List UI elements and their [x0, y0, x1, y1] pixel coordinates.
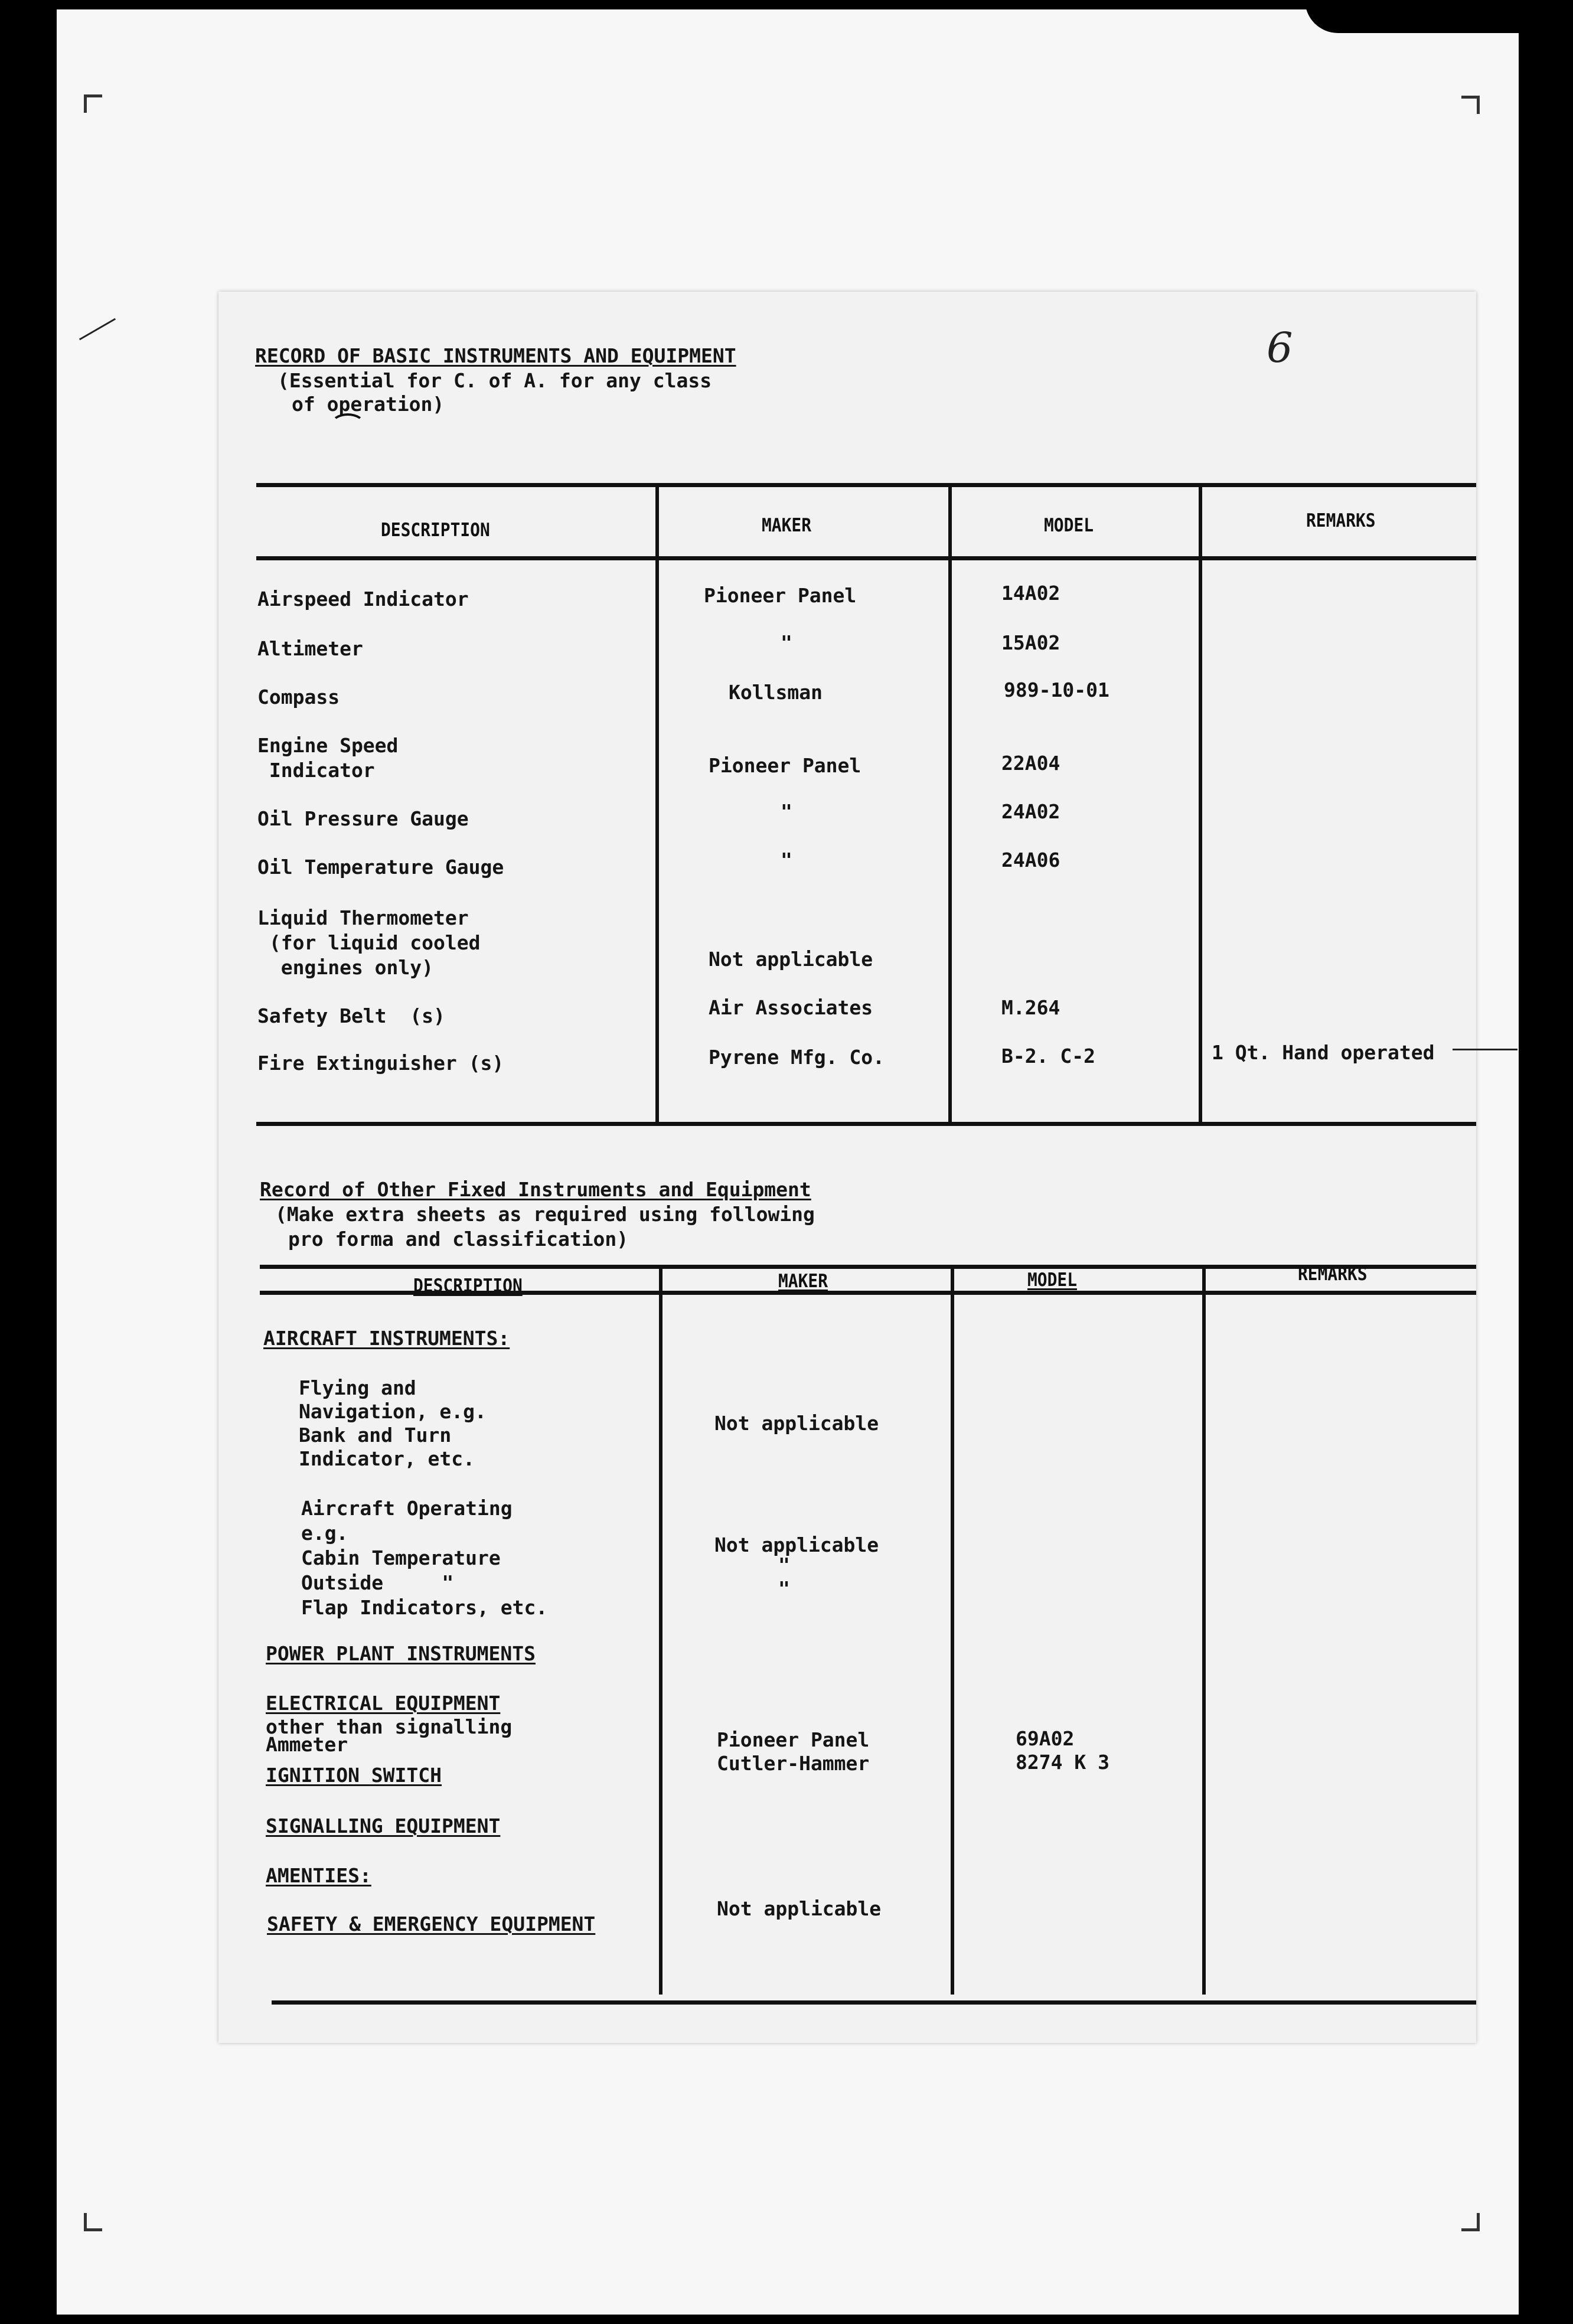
row-description: Safety Belt (s) [257, 1004, 445, 1027]
aircraft-instruments-heading: AIRCRAFT INSTRUMENTS: [263, 1327, 510, 1350]
row-description: Indicator [257, 759, 375, 782]
safety-maker: Not applicable [717, 1897, 882, 1920]
row-maker: " [781, 848, 792, 872]
row-maker: Air Associates [709, 996, 873, 1019]
power-plant-heading: POWER PLANT INSTRUMENTS [266, 1642, 536, 1665]
other-header-description: DESCRIPTION [413, 1275, 523, 1297]
basic-title: RECORD OF BASIC INSTRUMENTS AND EQUIPMENT [255, 344, 736, 367]
aircraft-operating-line: Cabin Temperature [301, 1546, 501, 1569]
basic-subtitle-line-2: of operation) [292, 393, 445, 416]
row-model: 24A06 [1001, 848, 1060, 872]
basic-subtitle-line-1: (Essential for C. of A. for any class [278, 369, 712, 392]
aircraft-operating-maker: Not applicable [714, 1533, 879, 1556]
basic-col-divider-3 [1199, 483, 1202, 1125]
row-description: Airspeed Indicator [257, 587, 469, 611]
row-maker: Pioneer Panel [709, 754, 861, 777]
basic-col-divider-1 [655, 483, 659, 1125]
other-header-remarks: REMARKS [1298, 1264, 1368, 1285]
row-model: 14A02 [1001, 582, 1060, 605]
flying-nav-line: Indicator, etc. [299, 1447, 475, 1470]
row-maker: Pyrene Mfg. Co. [709, 1046, 885, 1069]
row-maker: Not applicable [709, 948, 873, 971]
row-description: (for liquid cooled [257, 931, 481, 954]
basic-table-top-rule [256, 483, 1476, 487]
amenities-heading: AMENTIES: [266, 1864, 371, 1887]
row-description: Fire Extinguisher (s) [257, 1052, 504, 1075]
row-description: Oil Temperature Gauge [257, 856, 504, 879]
aircraft-operating-line: Aircraft Operating [301, 1497, 513, 1520]
ammeter-model: 69A02 [1016, 1727, 1075, 1750]
basic-table-bottom-rule [256, 1122, 1476, 1126]
crop-mark-bottom-right [1461, 2213, 1480, 2231]
other-table-bottom-rule [272, 2000, 1476, 2005]
page-number: 6 [1267, 324, 1293, 372]
row-remarks: 1 Qt. Hand operated [1212, 1041, 1435, 1064]
crop-mark-bottom-left [84, 2213, 102, 2231]
row-description: Compass [257, 686, 340, 709]
row-model: 22A04 [1001, 752, 1060, 775]
row-model: 24A02 [1001, 800, 1060, 823]
other-subtitle-line-1: (Make extra sheets as required using following [275, 1203, 815, 1226]
row-description: Liquid Thermometer [257, 906, 469, 929]
ink-scribble [331, 413, 365, 436]
basic-header-remarks: REMARKS [1306, 510, 1376, 531]
basic-table-header-rule [256, 556, 1476, 560]
other-col-divider-1 [659, 1265, 663, 1995]
row-model: M.264 [1001, 996, 1060, 1019]
crop-mark-top-right [1461, 96, 1480, 114]
film-edge-blot [1305, 0, 1573, 33]
aircraft-operating-line: e.g. [301, 1522, 348, 1545]
margin-pointer [1453, 1049, 1517, 1050]
ditto-mark: " [778, 1577, 790, 1600]
flying-nav-line: Flying and [299, 1376, 416, 1399]
basic-header-maker: MAKER [762, 515, 811, 536]
other-col-divider-2 [951, 1265, 954, 1995]
row-maker: " [781, 800, 792, 823]
row-description: engines only) [257, 956, 434, 979]
electrical-subheading: other than signalling [266, 1715, 513, 1738]
ammeter-label: Ammeter [266, 1733, 348, 1756]
basic-header-description: DESCRIPTION [381, 520, 490, 541]
other-header-maker: MAKER [778, 1271, 828, 1292]
safety-heading: SAFETY & EMERGENCY EQUIPMENT [267, 1912, 596, 1935]
basic-col-divider-2 [948, 483, 952, 1125]
ignition-model: 8274 K 3 [1016, 1751, 1109, 1774]
row-model: 989-10-01 [1004, 678, 1109, 701]
row-description: Altimeter [257, 637, 363, 660]
aircraft-operating-line: Flap Indicators, etc. [301, 1596, 548, 1619]
aircraft-operating-line: Outside " [301, 1571, 454, 1594]
other-subtitle-line-2: pro forma and classification) [288, 1228, 629, 1251]
electrical-heading: ELECTRICAL EQUIPMENT [266, 1692, 501, 1715]
row-maker: Pioneer Panel [704, 584, 857, 607]
row-description: Engine Speed [257, 734, 399, 757]
row-maker: " [781, 631, 792, 654]
row-model: 15A02 [1001, 631, 1060, 654]
flying-nav-line: Bank and Turn [299, 1424, 452, 1447]
ammeter-maker: Pioneer Panel [717, 1728, 870, 1751]
basic-header-model: MODEL [1044, 515, 1094, 536]
other-table-top-rule [260, 1265, 1476, 1269]
flying-nav-line: Navigation, e.g. [299, 1400, 487, 1423]
other-title: Record of Other Fixed Instruments and Equipment [260, 1178, 811, 1201]
other-header-model: MODEL [1027, 1269, 1077, 1291]
row-maker: Kollsman [729, 681, 823, 704]
ignition-maker: Cutler-Hammer [717, 1752, 870, 1775]
signalling-heading: SIGNALLING EQUIPMENT [266, 1814, 501, 1837]
ditto-mark: " [778, 1553, 790, 1576]
ignition-switch-heading: IGNITION SWITCH [266, 1764, 442, 1787]
other-col-divider-3 [1202, 1265, 1206, 1995]
crop-mark-top-left [84, 94, 102, 113]
flying-nav-maker: Not applicable [714, 1412, 879, 1435]
row-description: Oil Pressure Gauge [257, 807, 469, 830]
row-model: B-2. C-2 [1001, 1045, 1095, 1068]
